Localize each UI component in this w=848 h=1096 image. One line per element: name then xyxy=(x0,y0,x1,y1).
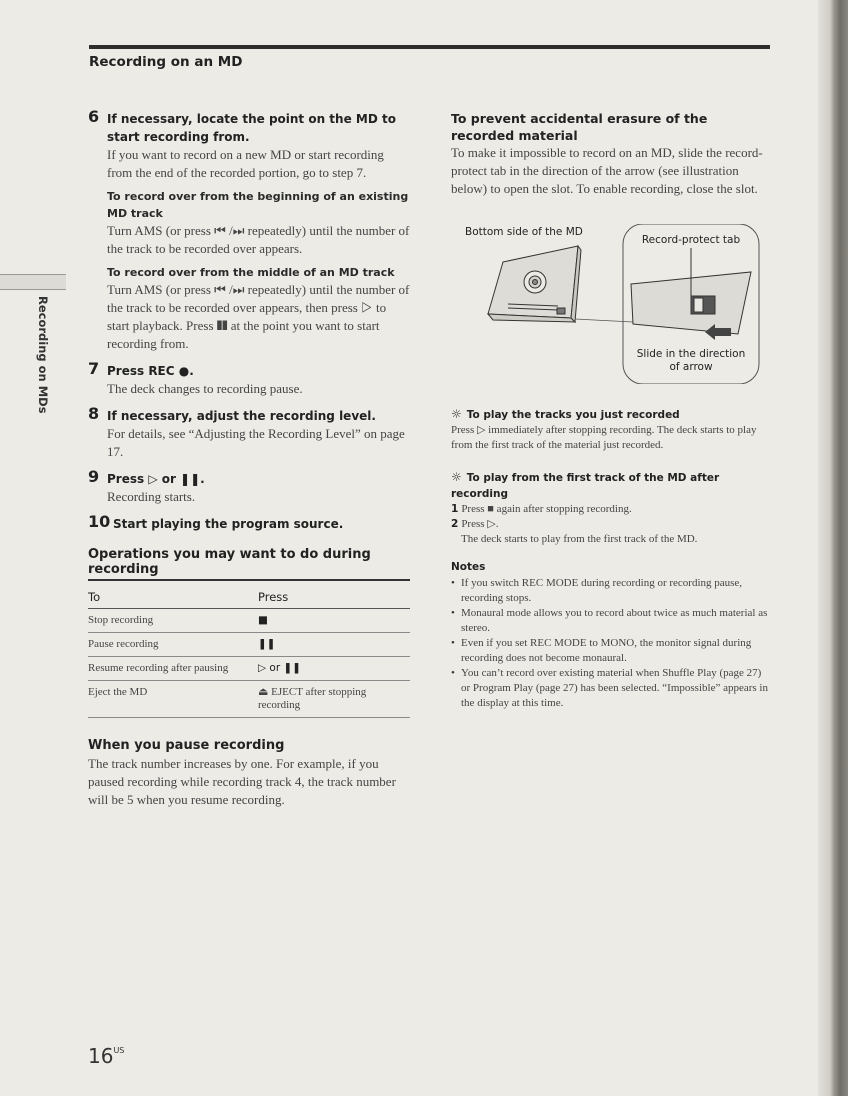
page-region-suffix: US xyxy=(113,1046,125,1055)
step-6 xyxy=(88,107,410,353)
step-number: 6 xyxy=(88,107,100,126)
step-text: For details, see “Adjusting the Recording Level” on page 17. xyxy=(107,426,405,459)
table-header-row xyxy=(88,587,410,609)
side-chapter-label: Recording on MDs xyxy=(36,296,50,414)
pause-title: When you pause recording xyxy=(88,738,285,753)
column-header-press: Press xyxy=(258,587,410,609)
side-tab-marker xyxy=(0,274,66,290)
table-row xyxy=(88,657,410,681)
lightbulb-icon: ☼ xyxy=(451,407,462,421)
lightbulb-icon: ☼ xyxy=(451,470,462,484)
section-title: Recording on an MD xyxy=(89,54,243,70)
tip-step-1 xyxy=(451,502,773,517)
header-rule xyxy=(89,45,770,49)
row-action: Pause recording xyxy=(88,633,258,657)
step-heading: If necessary, locate the point on the MD to start recording from. xyxy=(107,112,396,144)
step-heading: Press REC ●. xyxy=(107,364,194,378)
md-illustration xyxy=(463,224,763,384)
tip-heading: To play the tracks you just recorded xyxy=(466,409,680,421)
sub-text: Turn AMS (or press ⏮ /⏭ repeatedly) until the number of the track to be recorded over appears, then press ▷ to start playback. Press ❚❚ at the point you want to start recording from. xyxy=(107,282,410,351)
step-number: 8 xyxy=(88,404,100,423)
protect-text: To make it impossible to record on an MD, slide the record-protect tab in the direction of the arrow (see illustration below) to open the slot. To enable recording, close the slot. xyxy=(451,145,763,196)
sub-text: Turn AMS (or press ⏮ /⏭ repeatedly) until the number of the track to be recorded over appears. xyxy=(107,223,410,256)
left-column xyxy=(88,107,410,809)
step-8 xyxy=(88,404,410,461)
table-row xyxy=(88,633,410,657)
tip-step-text: Press ▷. xyxy=(461,518,499,530)
row-action: Resume recording after pausing xyxy=(88,657,258,681)
row-press: ■ xyxy=(258,609,410,633)
table-row xyxy=(88,609,410,633)
page-number-value: 16 xyxy=(88,1044,114,1068)
operations-table xyxy=(88,587,410,718)
row-action: Eject the MD xyxy=(88,681,258,718)
pause-text: The track number increases by one. For example, if you paused recording while recording track 4, the track number will be 5 when you resume recording. xyxy=(88,756,396,807)
step-heading: If necessary, adjust the recording level. xyxy=(107,409,376,423)
step-text: If you want to record on a new MD or start recording from the end of the recorded portion, go to step 7. xyxy=(107,147,384,180)
tip-text: Press ▷ immediately after stopping recording. The deck starts to play from the first track of the material just recorded. xyxy=(451,424,757,451)
row-press: ❚❚ xyxy=(258,633,410,657)
tip-play-first-track xyxy=(451,469,773,502)
tip-play-just-recorded xyxy=(451,406,773,423)
sub-heading: To record over from the middle of an MD track xyxy=(107,266,395,279)
step-10 xyxy=(88,512,410,533)
page-number xyxy=(88,1044,124,1068)
operations-title: Operations you may want to do during recording xyxy=(88,547,410,581)
tip-heading: To play from the first track of the MD after recording xyxy=(451,472,720,500)
tip-step-text: Press ■ again after stopping recording. xyxy=(461,503,632,515)
sub-heading: To record over from the beginning of an existing MD track xyxy=(107,190,409,220)
step-9 xyxy=(88,467,410,506)
row-action: Stop recording xyxy=(88,609,258,633)
step-number: 10 xyxy=(88,512,111,531)
list-item: • Even if you set REC MODE to MONO, the monitor signal during recording does not become monaural. xyxy=(451,636,773,666)
notes-list xyxy=(451,576,773,711)
list-item: • If you switch REC MODE during recording or recording pause, recording stops. xyxy=(451,576,773,606)
step-number: 7 xyxy=(88,359,100,378)
list-item: • Monaural mode allows you to record about twice as much material as stereo. xyxy=(451,606,773,636)
slide-direction-label xyxy=(623,348,759,374)
protect-heading: To prevent accidental erasure of the recorded material xyxy=(451,111,708,143)
column-header-to: To xyxy=(88,587,258,609)
step-heading: Start playing the program source. xyxy=(113,517,344,531)
step-text: Recording starts. xyxy=(107,489,196,504)
slide-direction-line-2: of arrow xyxy=(669,361,713,373)
page-edge-shadow xyxy=(818,0,848,1096)
tip-step-2 xyxy=(451,517,773,532)
list-item: • You can’t record over existing material when Shuffle Play (page 27) or Program Play (page 27) has been selected. “Impossible” appears in the display at this time. xyxy=(451,666,773,711)
table-row xyxy=(88,681,410,718)
step-7 xyxy=(88,359,410,398)
slide-direction-line-1: Slide in the direction xyxy=(636,348,746,360)
right-column xyxy=(451,110,773,711)
notes-heading: Notes xyxy=(451,561,486,573)
row-press: ▷ or ❚❚ xyxy=(258,657,410,681)
bottom-side-label: Bottom side of the MD xyxy=(465,226,583,238)
tip-step-number: 1 xyxy=(451,503,459,515)
step-text: The deck changes to recording pause. xyxy=(107,381,303,396)
step-heading: Press ▷ or ❚❚. xyxy=(107,472,205,486)
tip-step-number: 2 xyxy=(451,518,459,530)
step-number: 9 xyxy=(88,467,100,486)
row-press: ⏏ EJECT after stopping recording xyxy=(258,681,410,718)
record-protect-tab-label: Record-protect tab xyxy=(641,234,741,246)
tip-step-2-detail: The deck starts to play from the first track of the MD. xyxy=(461,533,698,545)
